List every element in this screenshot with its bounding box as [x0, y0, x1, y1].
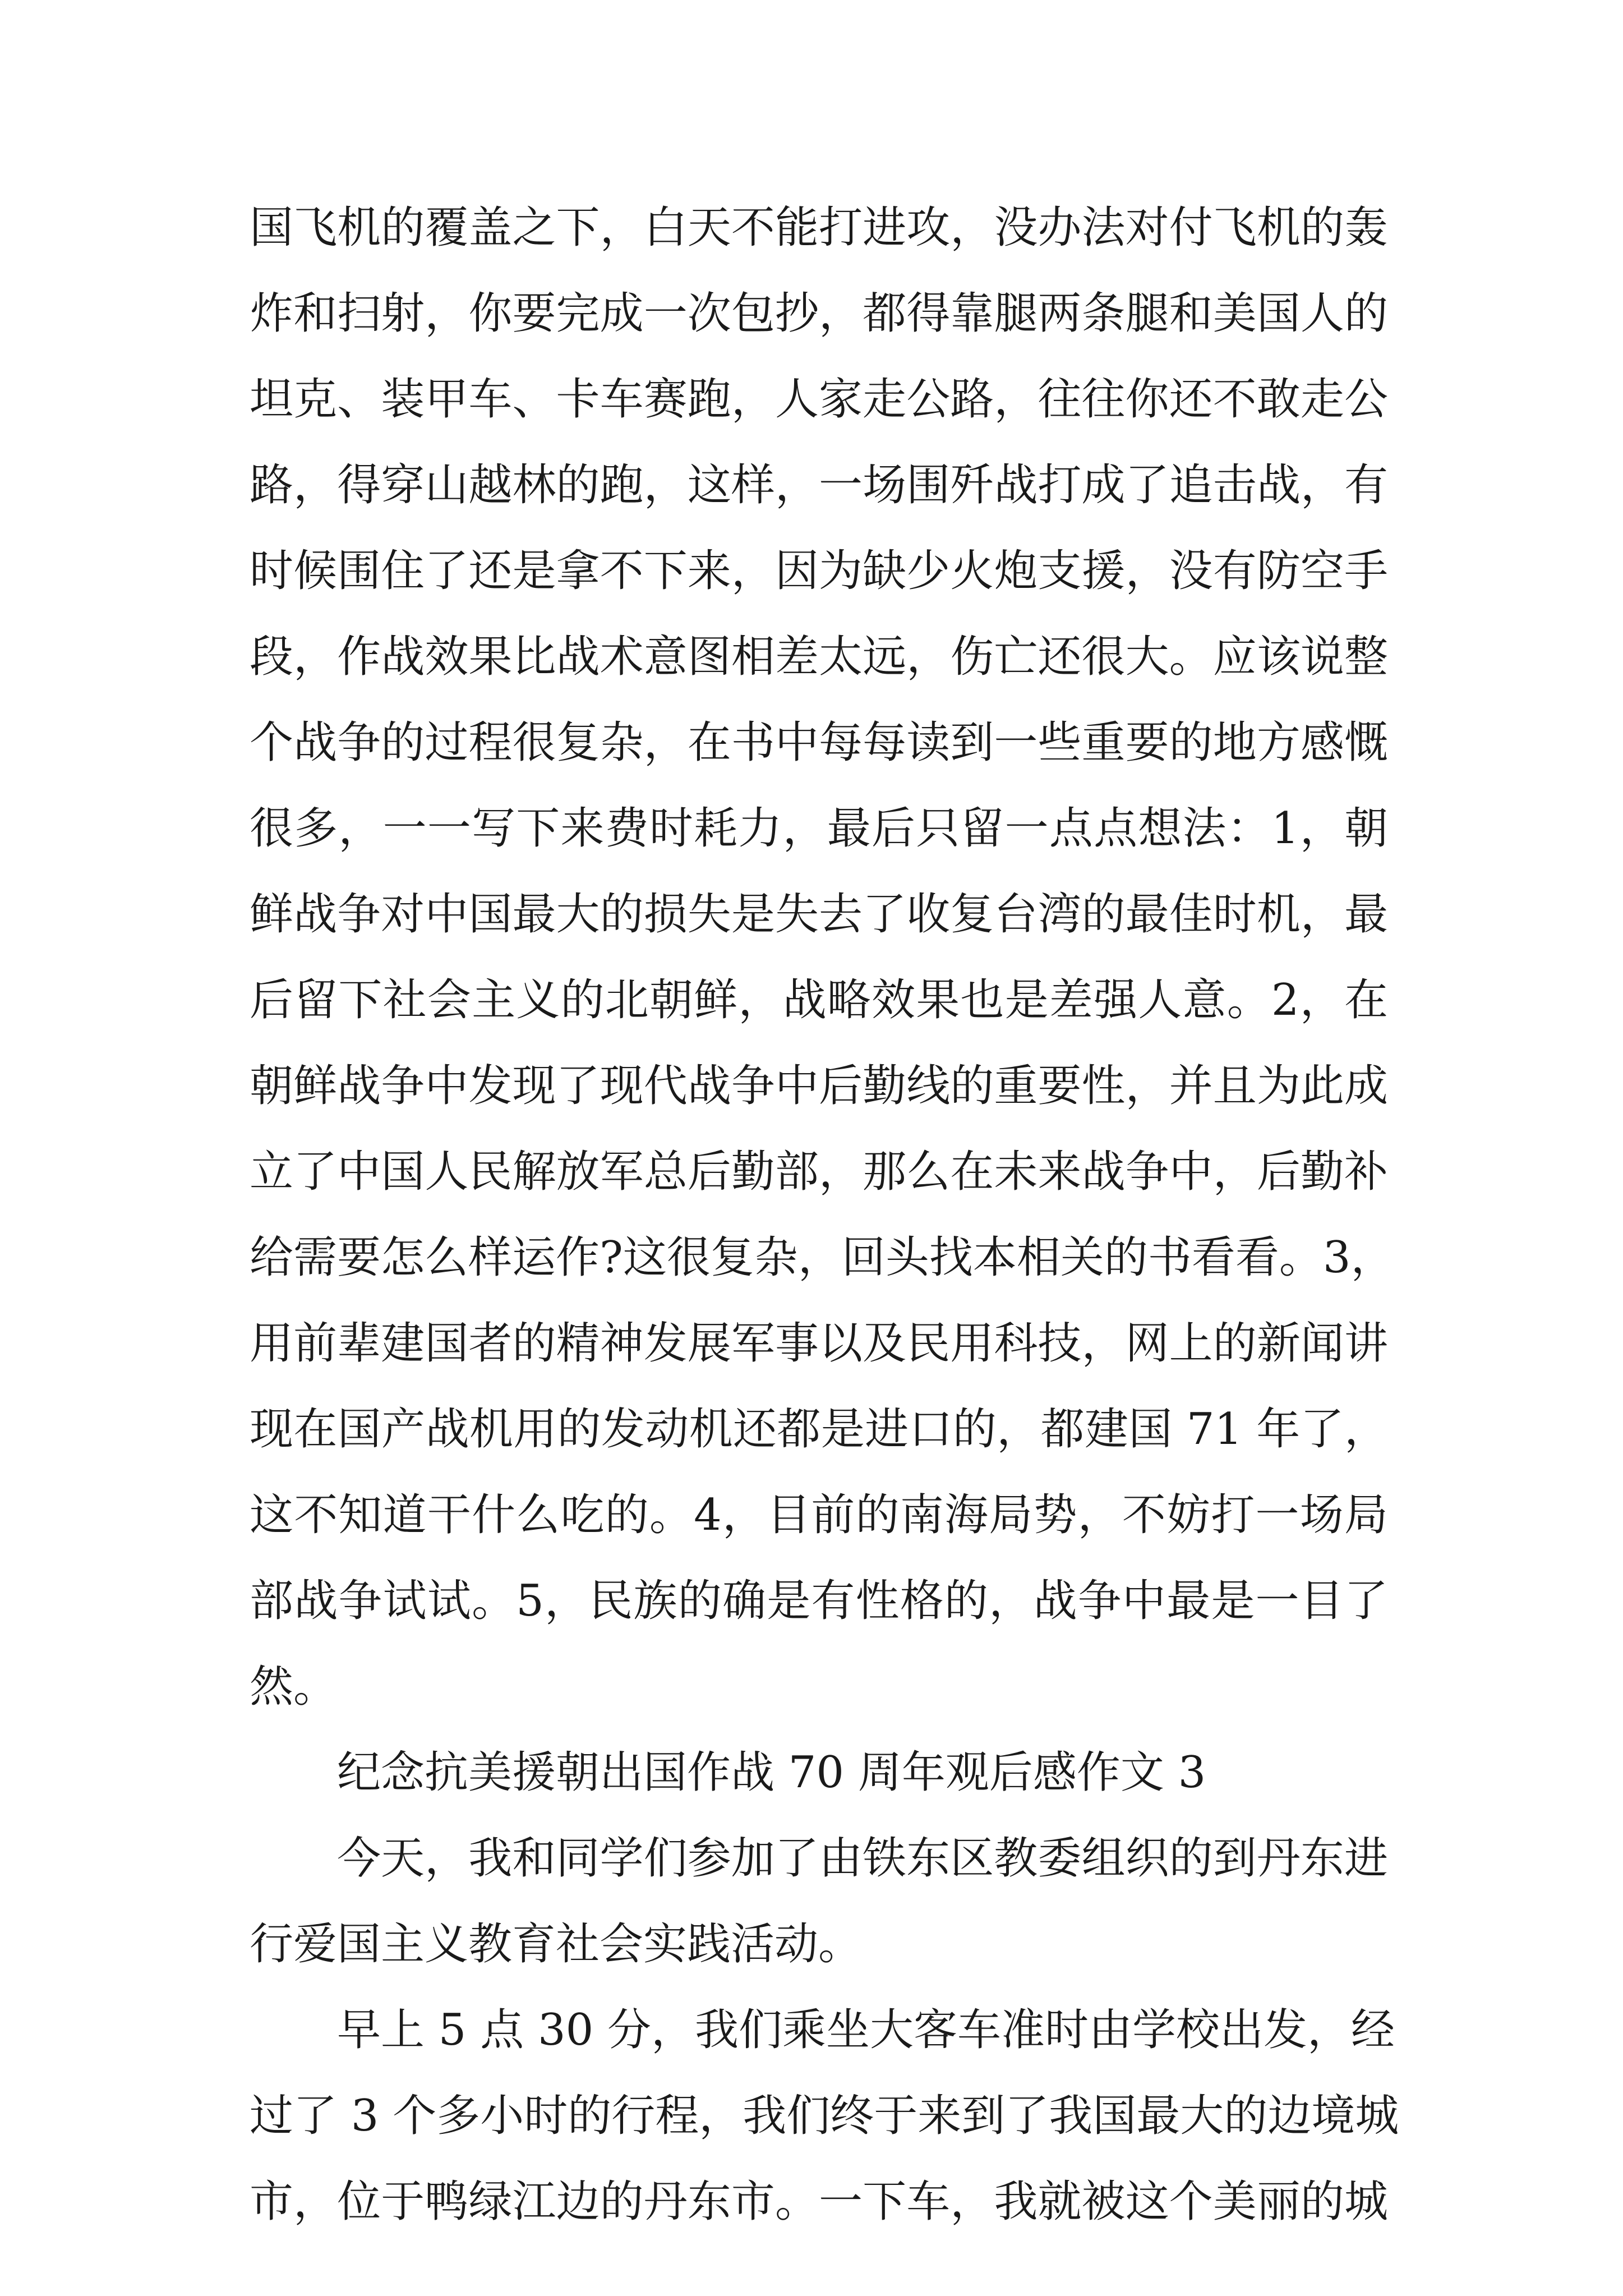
text-line: 市，位于鸭绿江边的丹东市。一下车，我就被这个美丽的城: [250, 2177, 1388, 2227]
text-line: 早上 5 点 30 分，我们乘坐大客车准时由学校出发，经: [337, 2005, 1395, 2055]
text-line: 然。: [250, 1662, 338, 1712]
text-line: 部战争试试。5，民族的确是有性格的，战争中最是一目了: [250, 1576, 1388, 1626]
text-line: 坦克、装甲车、卡车赛跑，人家走公路，往往你还不敢走公: [250, 374, 1388, 425]
text-line: 今天，我和同学们参加了由铁东区教委组织的到丹东进: [337, 1833, 1388, 1884]
paragraph-3: [250, 1987, 1399, 2245]
text-line: 后留下社会主义的北朝鲜，战略效果也是差强人意。2，在: [250, 975, 1388, 1025]
text-line: 时候围住了还是拿不下来，因为缺少火炮支援，没有防空手: [250, 546, 1388, 596]
text-line: 段，作战效果比战术意图相差太远，伤亡还很大。应该说整: [250, 632, 1388, 682]
text-line: 鲜战争对中国最大的损失是失去了收复台湾的最佳时机，最: [250, 889, 1388, 940]
text-line: 个战争的过程很复杂，在书中每每读到一些重要的地方感慨: [250, 717, 1388, 768]
text-line: 用前辈建国者的精神发展军事以及民用科技，网上的新闻讲: [250, 1318, 1388, 1369]
paragraph-continuation: [250, 185, 1395, 1730]
text-line: 国飞机的覆盖之下，白天不能打进攻，没办法对付飞机的轰: [250, 203, 1388, 253]
text-line: 这不知道干什么吃的。4，目前的南海局势，不妨打一场局: [250, 1490, 1388, 1540]
text-line: 过了 3 个多小时的行程，我们终于来到了我国最大的边境城: [250, 2091, 1399, 2141]
text-line: 给需要怎么样运作?这很复杂，回头找本相关的书看看。3，: [250, 1232, 1395, 1283]
text-line: 路，得穿山越林的跑，这样，一场围歼战打成了追击战，有: [250, 460, 1388, 510]
text-line: 立了中国人民解放军总后勤部，那么在未来战争中，后勤补: [250, 1147, 1388, 1197]
text-line: 行爱国主义教育社会实践活动。: [250, 1919, 863, 1970]
text-line: 现在国产战机用的发动机还都是进口的，都建国 71 年了，: [250, 1404, 1388, 1455]
paragraph-2: [250, 1816, 1388, 1987]
text-line: 很多，一一写下来费时耗力，最后只留一点点想法：1，朝: [250, 803, 1388, 854]
section-heading: 纪念抗美援朝出国作战 70 周年观后感作文 3: [337, 1747, 1206, 1798]
document-body: [250, 185, 1399, 2245]
text-line: 朝鲜战争中发现了现代战争中后勤线的重要性，并且为此成: [250, 1061, 1388, 1111]
text-line: 炸和扫射，你要完成一次包抄，都得靠腿两条腿和美国人的: [250, 288, 1388, 339]
